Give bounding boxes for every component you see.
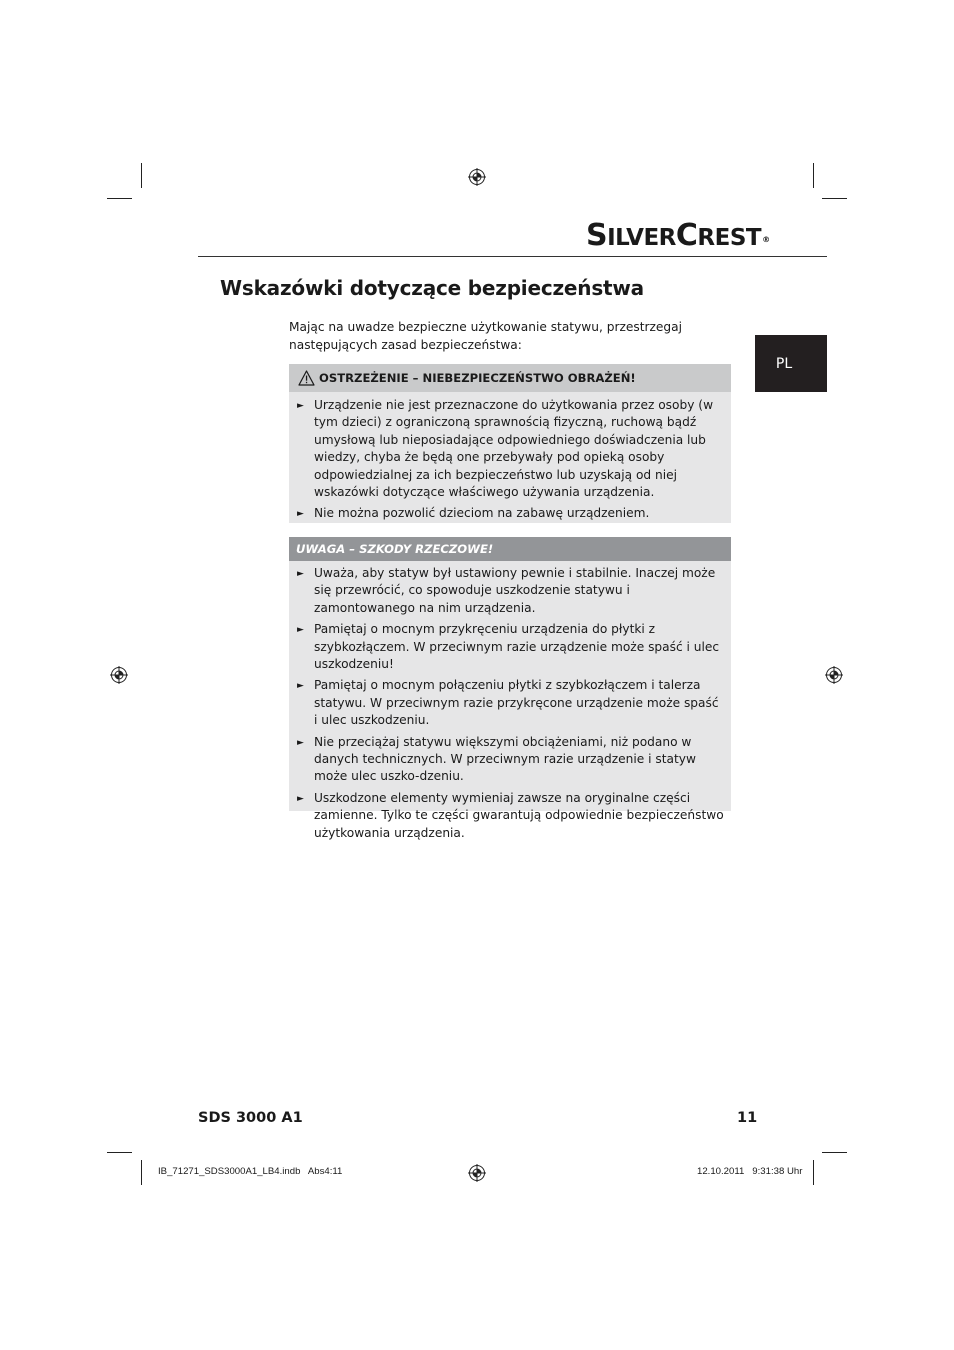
- brand-initial: S: [586, 218, 608, 253]
- language-tab: PL: [755, 335, 827, 392]
- crop-mark: [813, 163, 814, 188]
- crop-mark: [813, 1160, 814, 1185]
- arrow-bullet-icon: ►: [297, 401, 304, 411]
- registration-mark-icon: [110, 666, 128, 684]
- list-item-text: Uważa, aby statyw był ustawiony pewnie i stabilnie. Inaczej może się przewrócić, co spowoduje uszkodzenie statywu i zamontowanego na nim urządzenia.: [314, 566, 716, 615]
- crop-mark: [141, 163, 142, 188]
- footer-model-number: SDS 3000 A1: [198, 1110, 303, 1126]
- header-rule: [198, 256, 827, 257]
- list-item: [289, 734, 731, 786]
- warning-list: [289, 392, 731, 523]
- arrow-bullet-icon: ►: [297, 737, 304, 748]
- page-title: Wskazówki dotyczące bezpieczeństwa: [220, 276, 644, 300]
- list-item: [289, 790, 731, 842]
- intro-paragraph: Mając na uwadze bezpieczne użytkowanie statywu, przestrzegaj następujących zasad bezpieczeństwa:: [289, 320, 682, 352]
- arrow-bullet-icon: ►: [297, 681, 304, 692]
- list-item-text: Urządzenie nie jest przeznaczone do użytkowania przez osoby (w tym dzieci) z ograniczoną sprawnością fizyczną, ruchową bądź umysłową lub nieposiadające odpowiedniego doświadczenia lub wiedzy, chyba że będą one przebywały pod opieką osoby odpowiedzialnej za ich bezpieczeństwo lub uzyskają od niej wskazówki dotyczące właściwego używania urządzenia.: [314, 398, 714, 500]
- list-item-text: Nie można pozwolić dzieciom na zabawę urządzeniem.: [314, 506, 650, 521]
- crop-mark: [107, 1152, 132, 1153]
- warning-box-header: [289, 364, 731, 392]
- list-item: [289, 565, 731, 617]
- arrow-bullet-icon: ►: [297, 509, 304, 520]
- page-number: 11: [737, 1110, 758, 1126]
- list-item: [289, 677, 731, 729]
- list-item-text: Uszkodzone elementy wymieniaj zawsze na oryginalne części zamienne. Tylko te części gwarantują odpowiednie bezpieczeństwo użytkowania urządzenia.: [314, 790, 724, 840]
- list-item-text: Pamiętaj o mocnym połączeniu płytki z szybkozłączem i talerza statywu. W przeciwnym razie przykręcone urządzenie może spaść i ulec uszkodzeniu.: [314, 678, 719, 728]
- print-slug-datetime: 12.10.2011 9:31:38 Uhr: [697, 1166, 803, 1177]
- caution-box-title: UWAGA – SZKODY RZECZOWE!: [296, 542, 494, 556]
- registered-mark: ®: [762, 235, 770, 244]
- brand-word-part: ILVER: [607, 225, 676, 251]
- brand-word-part: REST: [697, 225, 762, 251]
- list-item: [289, 397, 731, 501]
- list-item: [289, 505, 731, 522]
- crop-mark: [107, 198, 132, 199]
- list-item: [289, 621, 731, 673]
- registration-mark-icon: [825, 666, 843, 684]
- crop-mark: [141, 1160, 142, 1185]
- arrow-bullet-icon: ►: [297, 569, 304, 579]
- arrow-bullet-icon: ►: [297, 793, 304, 804]
- caution-box: [289, 537, 731, 840]
- brand-logo: [586, 218, 770, 253]
- list-item-text: Nie przeciążaj statywu większymi obciążeniami, niż podano w danych technicznych. W przeciwnym razie urządzenie i statyw może ulec uszko-dzeniu.: [314, 734, 696, 784]
- crop-mark: [822, 1152, 847, 1153]
- registration-mark-icon: [468, 168, 486, 186]
- print-slug-file: IB_71271_SDS3000A1_LB4.indb Abs4:11: [158, 1166, 343, 1177]
- caution-box-header: [289, 537, 731, 561]
- crop-mark: [822, 198, 847, 199]
- arrow-bullet-icon: ►: [297, 625, 304, 636]
- warning-triangle-icon: [298, 370, 315, 386]
- warning-box-title: OSTRZEŻENIE – NIEBEZPIECZEŃSTWO OBRAŻEŃ!: [319, 371, 636, 385]
- list-item-text: Pamiętaj o mocnym przykręceniu urządzenia do płytki z szybkozłączem. W przeciwnym razie urządzenie może spaść i ulec uszkodzeniu!: [314, 622, 720, 672]
- registration-mark-icon: [468, 1164, 486, 1182]
- brand-initial: C: [675, 218, 698, 253]
- warning-box: [289, 364, 731, 523]
- caution-list: [289, 561, 731, 842]
